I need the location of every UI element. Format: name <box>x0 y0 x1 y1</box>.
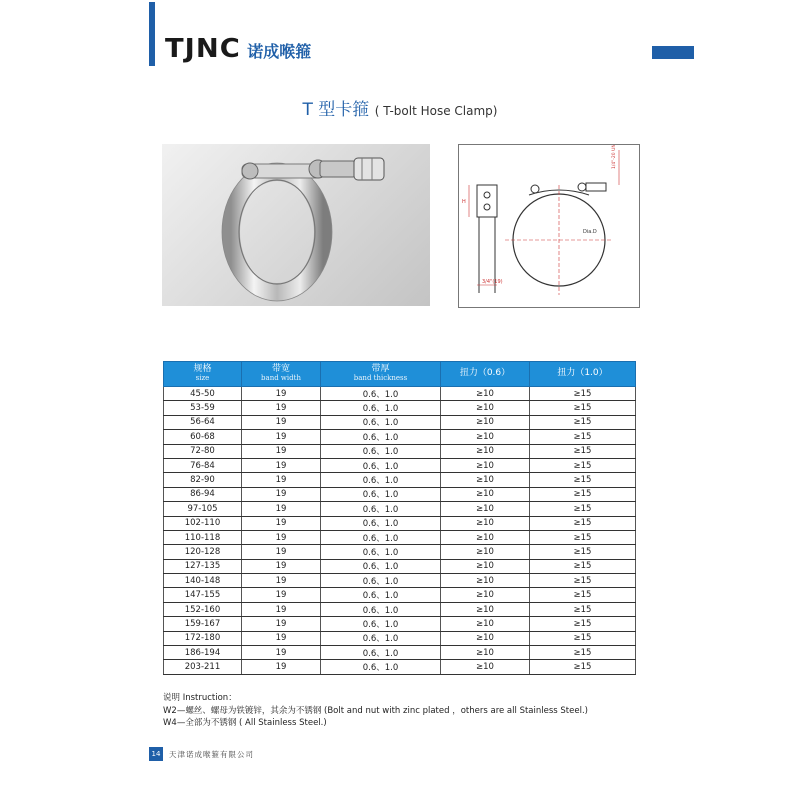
table-cell: 0.6、1.0 <box>321 502 441 516</box>
table-cell: 19 <box>242 646 321 660</box>
table-cell: 0.6、1.0 <box>321 487 441 501</box>
note-w2: W2—螺丝、螺母为铁镀锌，其余为不锈钢 (Bolt and nut with zinc plated ，others are all Stainless Steel.) <box>163 705 588 716</box>
table-cell: ≥10 <box>441 430 530 444</box>
table-row <box>164 487 636 501</box>
table-cell: ≥15 <box>530 660 636 674</box>
table-cell: 82-90 <box>164 473 242 487</box>
table-cell: 127-135 <box>164 559 242 573</box>
table-row <box>164 559 636 573</box>
column-header-en: band thickness <box>353 374 408 383</box>
table-cell: ≥15 <box>530 530 636 544</box>
table-row <box>164 530 636 544</box>
table-cell: ≥10 <box>441 415 530 429</box>
column-header <box>441 362 530 387</box>
table-cell: ≥10 <box>441 458 530 472</box>
header-accent-block <box>652 46 694 59</box>
table-cell: 0.6、1.0 <box>321 458 441 472</box>
table-cell: ≥10 <box>441 646 530 660</box>
table-cell: ≥15 <box>530 631 636 645</box>
footer-company: 天津诺成喉箍有限公司 <box>169 750 254 759</box>
table-cell: 60-68 <box>164 430 242 444</box>
table-cell: 0.6、1.0 <box>321 646 441 660</box>
table-cell: ≥15 <box>530 387 636 401</box>
table-header-row <box>164 362 636 387</box>
table-cell: 0.6、1.0 <box>321 387 441 401</box>
table-cell: ≥10 <box>441 473 530 487</box>
column-header-cn: 带宽 <box>271 364 290 375</box>
title-main: T 型卡箍 <box>302 100 370 120</box>
table-cell: ≥15 <box>530 574 636 588</box>
table-cell: 0.6、1.0 <box>321 574 441 588</box>
table-row <box>164 660 636 674</box>
notes-heading: 说明 Instruction： <box>163 693 237 703</box>
table-cell: 19 <box>242 487 321 501</box>
table-row <box>164 430 636 444</box>
table-row <box>164 387 636 401</box>
table-row <box>164 516 636 530</box>
table-cell: 186-194 <box>164 646 242 660</box>
table-cell: ≥10 <box>441 617 530 631</box>
table-cell: ≥15 <box>530 516 636 530</box>
table-cell: 19 <box>242 415 321 429</box>
table-cell: 0.6、1.0 <box>321 559 441 573</box>
spec-table <box>163 361 636 675</box>
table-cell: 0.6、1.0 <box>321 473 441 487</box>
height-label: H <box>462 199 466 205</box>
table-row <box>164 458 636 472</box>
table-cell: 0.6、1.0 <box>321 588 441 602</box>
table-cell: ≥15 <box>530 646 636 660</box>
table-cell: ≥10 <box>441 559 530 573</box>
page-title <box>0 95 800 120</box>
table-cell: 120-128 <box>164 545 242 559</box>
table-cell: ≥15 <box>530 487 636 501</box>
table-row <box>164 602 636 616</box>
table-cell: 19 <box>242 516 321 530</box>
column-header <box>164 362 242 387</box>
band-width-label: 3/4"(19) <box>482 279 503 285</box>
brand-logo <box>165 34 311 64</box>
table-cell: 97-105 <box>164 502 242 516</box>
table-cell: 19 <box>242 473 321 487</box>
table-cell: 19 <box>242 602 321 616</box>
table-row <box>164 473 636 487</box>
table-cell: 0.6、1.0 <box>321 617 441 631</box>
table-cell: ≥10 <box>441 574 530 588</box>
table-cell: 159-167 <box>164 617 242 631</box>
table-cell: 102-110 <box>164 516 242 530</box>
table-cell: 56-64 <box>164 415 242 429</box>
note-w4: W4—全部为不锈钢 ( All Stainless Steel.) <box>163 718 327 728</box>
table-cell: 19 <box>242 574 321 588</box>
table-row <box>164 617 636 631</box>
table-cell: 45-50 <box>164 387 242 401</box>
table-cell: 19 <box>242 530 321 544</box>
table-cell: 19 <box>242 401 321 415</box>
table-cell: 19 <box>242 444 321 458</box>
table-cell: 152-160 <box>164 602 242 616</box>
table-cell: 0.6、1.0 <box>321 660 441 674</box>
column-header <box>321 362 441 387</box>
table-cell: ≥10 <box>441 516 530 530</box>
table-cell: 0.6、1.0 <box>321 631 441 645</box>
column-header-cn: 扭力（1.0） <box>557 368 608 379</box>
table-cell: ≥10 <box>441 487 530 501</box>
column-header <box>530 362 636 387</box>
table-row <box>164 415 636 429</box>
table-cell: ≥15 <box>530 588 636 602</box>
column-header-cn: 规格 <box>193 364 212 375</box>
table-cell: ≥15 <box>530 602 636 616</box>
table-cell: ≥10 <box>441 401 530 415</box>
table-cell: ≥15 <box>530 502 636 516</box>
table-cell: 172-180 <box>164 631 242 645</box>
table-cell: 19 <box>242 617 321 631</box>
table-cell: 0.6、1.0 <box>321 401 441 415</box>
column-header-en: size <box>195 374 210 383</box>
product-photo <box>162 144 430 306</box>
table-cell: 147-155 <box>164 588 242 602</box>
table-cell: ≥10 <box>441 444 530 458</box>
table-cell: 53-59 <box>164 401 242 415</box>
table-cell: ≥15 <box>530 415 636 429</box>
table-row <box>164 588 636 602</box>
table-cell: ≥10 <box>441 387 530 401</box>
column-header-cn: 扭力（0.6） <box>459 368 511 379</box>
table-cell: ≥15 <box>530 458 636 472</box>
table-cell: 0.6、1.0 <box>321 545 441 559</box>
table-row <box>164 502 636 516</box>
table-row <box>164 574 636 588</box>
table-cell: ≥15 <box>530 401 636 415</box>
table-cell: ≥15 <box>530 430 636 444</box>
table-cell: 19 <box>242 559 321 573</box>
table-cell: 140-148 <box>164 574 242 588</box>
table-cell: 19 <box>242 387 321 401</box>
table-cell: 19 <box>242 430 321 444</box>
clamp-photo-image <box>162 144 430 306</box>
table-cell: ≥10 <box>441 545 530 559</box>
technical-drawing <box>458 144 640 308</box>
table-cell: 72-80 <box>164 444 242 458</box>
table-cell: ≥10 <box>441 631 530 645</box>
table-row <box>164 646 636 660</box>
table-cell: 0.6、1.0 <box>321 415 441 429</box>
table-row <box>164 401 636 415</box>
table-cell: ≥10 <box>441 602 530 616</box>
table-cell: 19 <box>242 588 321 602</box>
clamp-dimension-drawing <box>459 145 639 307</box>
table-cell: ≥10 <box>441 530 530 544</box>
table-cell: ≥15 <box>530 617 636 631</box>
table-cell: 0.6、1.0 <box>321 530 441 544</box>
table-cell: 110-118 <box>164 530 242 544</box>
table-cell: 19 <box>242 545 321 559</box>
title-english: ( T-bolt Hose Clamp) <box>374 104 498 118</box>
table-cell: 76-84 <box>164 458 242 472</box>
instruction-notes <box>163 692 588 730</box>
table-cell: 203-211 <box>164 660 242 674</box>
table-cell: ≥10 <box>441 588 530 602</box>
table-row <box>164 631 636 645</box>
diameter-label: Dia.D <box>583 229 597 235</box>
table-cell: 0.6、1.0 <box>321 444 441 458</box>
table-cell: ≥15 <box>530 473 636 487</box>
table-cell: 0.6、1.0 <box>321 430 441 444</box>
table-cell: 0.6、1.0 <box>321 602 441 616</box>
table-cell: 86-94 <box>164 487 242 501</box>
table-row <box>164 444 636 458</box>
table-row <box>164 545 636 559</box>
table-cell: 19 <box>242 660 321 674</box>
page-number: 14 <box>149 747 163 761</box>
table-cell: ≥15 <box>530 444 636 458</box>
table-cell: 19 <box>242 458 321 472</box>
column-header-en: band width <box>261 374 301 383</box>
header-accent-bar <box>149 2 155 66</box>
table-cell: 19 <box>242 631 321 645</box>
column-header-cn: 带厚 <box>371 364 390 375</box>
table-cell: 19 <box>242 502 321 516</box>
bolt-spec-label: 1/4"-20 UNC <box>612 145 617 169</box>
brand-chinese: 诺成喉箍 <box>247 42 312 61</box>
table-cell: ≥10 <box>441 502 530 516</box>
table-cell: ≥15 <box>530 545 636 559</box>
column-header <box>242 362 321 387</box>
table-cell: ≥10 <box>441 660 530 674</box>
table-cell: ≥15 <box>530 559 636 573</box>
brand-latin: TJNC <box>165 34 241 64</box>
table-cell: 0.6、1.0 <box>321 516 441 530</box>
